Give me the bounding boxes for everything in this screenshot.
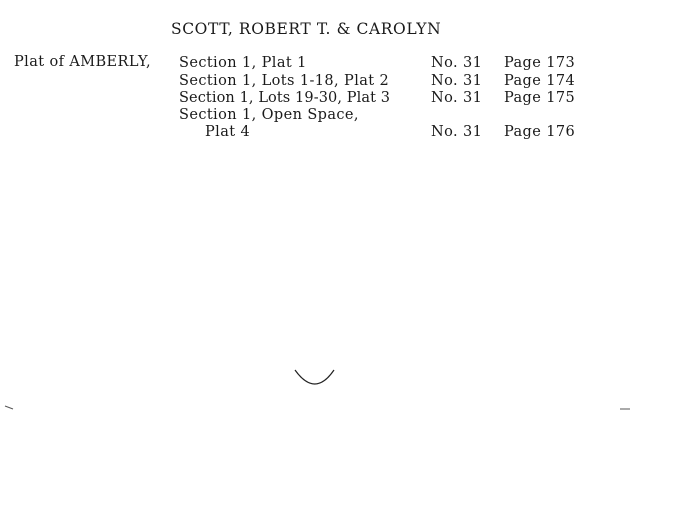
entry-book-number: No. 31 <box>431 90 483 106</box>
entry-book-number: No. 31 <box>431 73 483 89</box>
entry-description: Section 1, Lots 19-30, Plat 3 <box>179 90 391 106</box>
entry-page-number: Page 175 <box>504 90 576 106</box>
entry-description: Section 1, Lots 1-18, Plat 2 <box>179 73 390 89</box>
hole-arc-mark <box>290 366 340 392</box>
entry-book-number: No. 31 <box>431 55 483 71</box>
entry-page-number: Page 174 <box>504 73 576 89</box>
subdivision-label: Plat of AMBERLY, <box>14 54 152 70</box>
edge-tick-mark <box>4 404 16 412</box>
entry-description-continued: Plat 4 <box>205 124 251 140</box>
entry-page-number: Page 176 <box>504 124 576 140</box>
entry-book-number: No. 31 <box>431 124 483 140</box>
entry-description: Section 1, Plat 1 <box>179 55 307 71</box>
entry-description: Section 1, Open Space, <box>179 107 359 123</box>
edge-tick-mark <box>618 406 632 412</box>
entry-page-number: Page 173 <box>504 55 576 71</box>
owner-name-heading: SCOTT, ROBERT T. & CAROLYN <box>171 20 442 38</box>
